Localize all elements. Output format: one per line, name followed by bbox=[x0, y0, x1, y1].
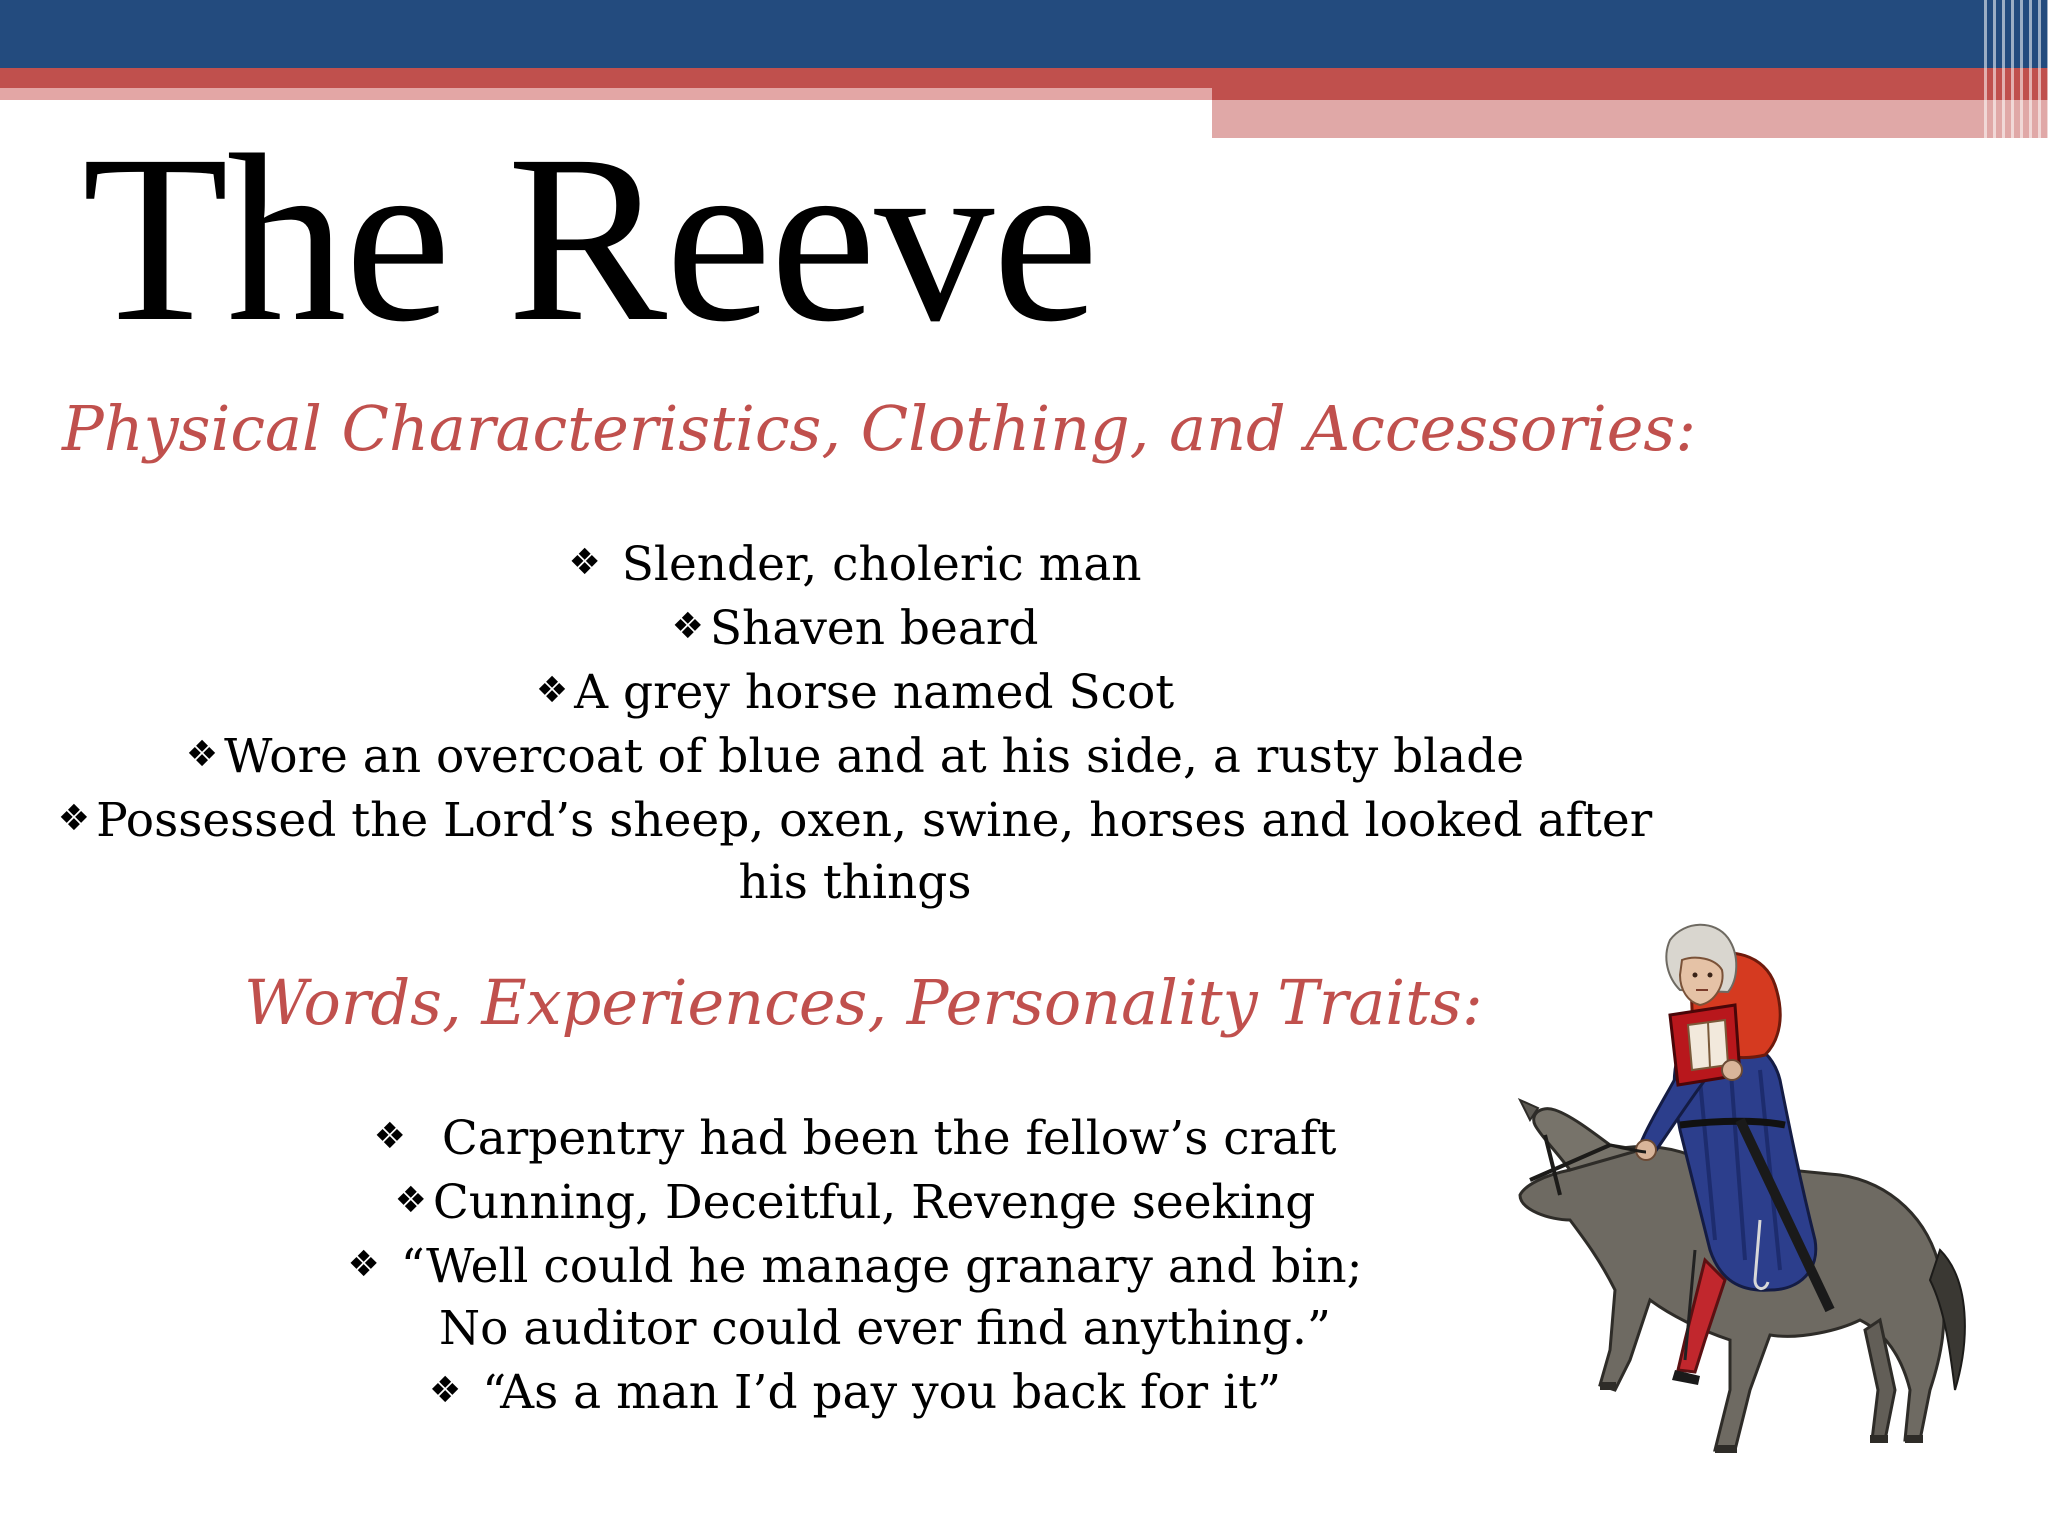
diamond-bullet-icon: ❖ bbox=[394, 1180, 427, 1221]
list-item bbox=[30, 1106, 1680, 1170]
top-red-bar bbox=[0, 68, 2048, 88]
bullet-text: Wore an overcoat of blue and at his side, a rusty blade bbox=[224, 729, 1525, 784]
list-item bbox=[30, 724, 1680, 788]
top-blue-bar bbox=[0, 0, 2048, 68]
bullet-text: Carpentry had been the fellow’s craft bbox=[441, 1111, 1337, 1166]
bullet-text: A grey horse named Scot bbox=[574, 665, 1175, 720]
reeve-on-horse-illustration bbox=[1500, 920, 1980, 1480]
list-item bbox=[30, 1234, 1680, 1298]
list-item bbox=[30, 596, 1680, 660]
list-item bbox=[30, 1360, 1680, 1424]
section-heading-personality: Words, Experiences, Personality Traits: bbox=[244, 966, 1483, 1039]
bullet-text: “As a man I’d pay you back for it” bbox=[482, 1365, 1282, 1420]
diamond-bullet-icon: ❖ bbox=[568, 542, 601, 583]
bullet-text: Cunning, Deceitful, Revenge seeking bbox=[432, 1175, 1316, 1230]
personality-bullet-list bbox=[30, 1106, 1680, 1424]
slide-title: The Reeve bbox=[82, 105, 1097, 371]
bullet-text: Possessed the Lord’s sheep, oxen, swine, horses and looked after his things bbox=[96, 793, 1653, 910]
section-heading-physical: Physical Characteristics, Clothing, and Accessories: bbox=[62, 392, 1697, 465]
bullet-text: Slender, choleric man bbox=[621, 537, 1142, 592]
bullet-text: No auditor could ever find anything.” bbox=[439, 1301, 1331, 1356]
list-item bbox=[30, 1170, 1680, 1234]
top-pink-tab bbox=[1212, 100, 2048, 138]
list-item bbox=[30, 788, 1680, 914]
top-pink-thin-bar bbox=[0, 88, 1212, 100]
list-item bbox=[30, 532, 1680, 596]
list-item bbox=[30, 660, 1680, 724]
diamond-bullet-icon: ❖ bbox=[185, 734, 219, 775]
diamond-bullet-icon: ❖ bbox=[428, 1370, 462, 1411]
list-item bbox=[30, 1298, 1680, 1360]
bullet-text: “Well could he manage granary and bin; bbox=[400, 1239, 1363, 1294]
diamond-bullet-icon: ❖ bbox=[347, 1244, 380, 1285]
diamond-bullet-icon: ❖ bbox=[373, 1116, 406, 1157]
diamond-bullet-icon: ❖ bbox=[57, 798, 91, 839]
physical-bullet-list bbox=[30, 532, 1680, 914]
diamond-bullet-icon: ❖ bbox=[535, 670, 569, 711]
decorative-stripes bbox=[1978, 0, 2048, 140]
top-red-tab bbox=[1212, 88, 2048, 100]
bullet-text: Shaven beard bbox=[709, 601, 1039, 656]
diamond-bullet-icon: ❖ bbox=[671, 606, 704, 647]
